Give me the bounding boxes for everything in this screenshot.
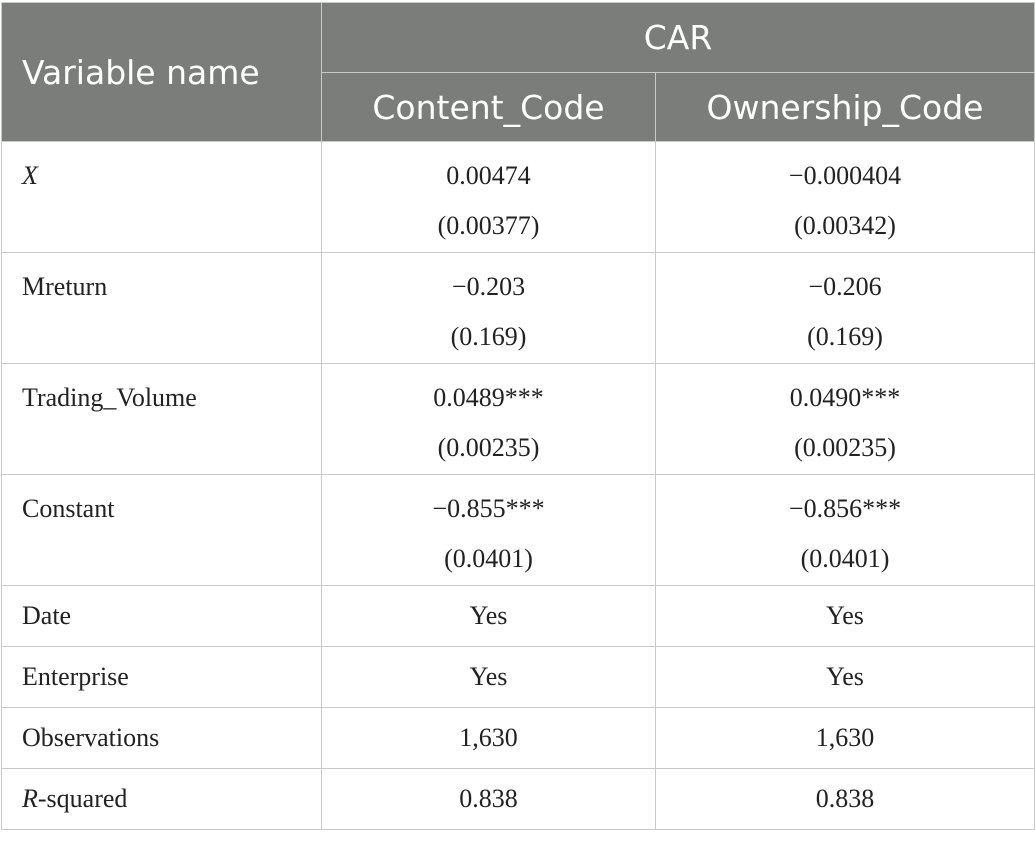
ownership-code-header: Ownership_Code bbox=[656, 73, 1035, 142]
table-cell: −0.855*** (0.0401) bbox=[322, 475, 656, 586]
table-cell: 0.838 bbox=[322, 769, 656, 830]
regression-table bbox=[1, 2, 1035, 830]
table-row bbox=[2, 647, 1035, 708]
row-label bbox=[2, 769, 322, 830]
row-label: Enterprise bbox=[2, 647, 322, 708]
table-row bbox=[2, 586, 1035, 647]
table-body bbox=[2, 142, 1035, 830]
row-label: Mreturn bbox=[2, 253, 322, 364]
table-cell: 1,630 bbox=[322, 708, 656, 769]
table-cell: Yes bbox=[656, 586, 1035, 647]
table-row bbox=[2, 364, 1035, 475]
table-row bbox=[2, 769, 1035, 830]
variable-name-header: Variable name bbox=[2, 3, 322, 142]
table-row bbox=[2, 142, 1035, 253]
row-label: Constant bbox=[2, 475, 322, 586]
row-label: Observations bbox=[2, 708, 322, 769]
table-cell: 1,630 bbox=[656, 708, 1035, 769]
table-cell: Yes bbox=[656, 647, 1035, 708]
row-label: X bbox=[2, 142, 322, 253]
car-group-header: CAR bbox=[322, 3, 1035, 73]
table-cell: −0.203 (0.169) bbox=[322, 253, 656, 364]
r-symbol: R bbox=[22, 784, 38, 813]
table-cell: −0.000404 (0.00342) bbox=[656, 142, 1035, 253]
table-cell: −0.856*** (0.0401) bbox=[656, 475, 1035, 586]
row-label: Trading_Volume bbox=[2, 364, 322, 475]
content-code-header: Content_Code bbox=[322, 73, 656, 142]
table-row bbox=[2, 475, 1035, 586]
table-cell: 0.0489*** (0.00235) bbox=[322, 364, 656, 475]
table-cell: 0.00474 (0.00377) bbox=[322, 142, 656, 253]
table-cell: 0.0490*** (0.00235) bbox=[656, 364, 1035, 475]
table-row bbox=[2, 253, 1035, 364]
r-squared-suffix: -squared bbox=[37, 784, 128, 813]
row-label: Date bbox=[2, 586, 322, 647]
table-cell: 0.838 bbox=[656, 769, 1035, 830]
table-cell: Yes bbox=[322, 647, 656, 708]
table-cell: −0.206 (0.169) bbox=[656, 253, 1035, 364]
table-cell: Yes bbox=[322, 586, 656, 647]
table-header bbox=[2, 3, 1035, 142]
table-row bbox=[2, 708, 1035, 769]
